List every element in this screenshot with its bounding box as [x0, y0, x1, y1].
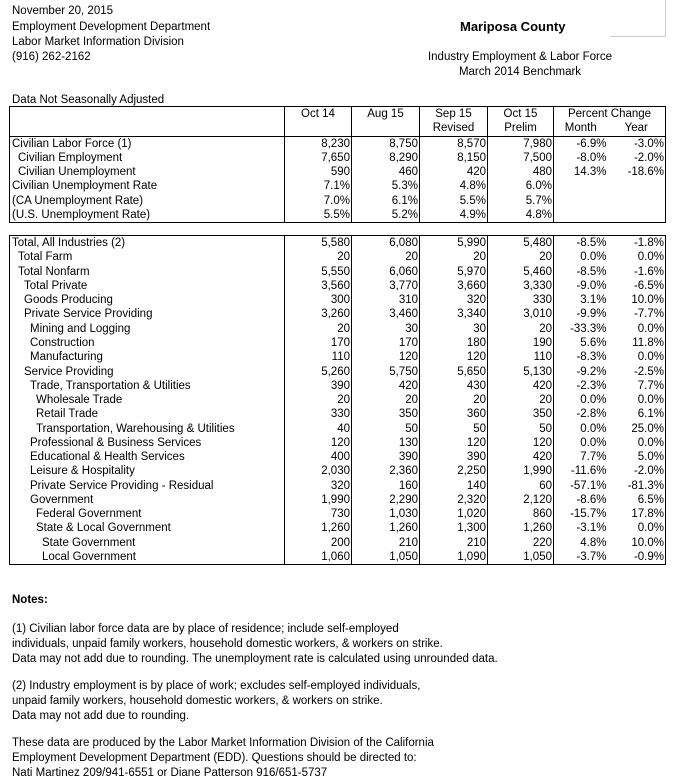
table-row — [10, 421, 666, 435]
table-row — [10, 436, 666, 450]
col-month: Month — [554, 121, 608, 136]
cell-sep15: 120 — [420, 350, 488, 364]
row-label: Civilian Labor Force (1) — [10, 136, 285, 151]
table-row — [10, 521, 666, 535]
cell-oct15: 420 — [488, 450, 554, 464]
table-row — [10, 194, 666, 208]
row-label: Total Nonfarm — [10, 265, 285, 279]
row-label: Total Farm — [10, 250, 285, 264]
cell-month: -3.7% — [554, 550, 608, 565]
table-row — [10, 151, 666, 165]
cell-oct15: 20 — [488, 393, 554, 407]
col-year: Year — [608, 121, 666, 136]
table-row — [10, 179, 666, 193]
cell-month: -9.9% — [576, 308, 607, 321]
cell-month: -8.5% — [576, 265, 607, 278]
cell-oct15: 860 — [488, 507, 554, 521]
row-label: Civilian Employment — [10, 151, 285, 165]
table-row — [10, 208, 666, 223]
cell-oct15: 60 — [488, 479, 554, 493]
cell-month: 3.1% — [580, 294, 607, 307]
note-2 — [12, 679, 420, 724]
report-title-line: Industry Employment & Labor Force — [427, 51, 613, 63]
cell-oct14: 330 — [285, 407, 352, 421]
cell-oct14: 3,560 — [285, 279, 352, 293]
row-label: Federal Government — [10, 507, 285, 521]
row-label: Total, All Industries (2) — [10, 236, 285, 251]
cell-month: -15.7% — [570, 508, 607, 521]
row-label: Transportation, Warehousing & Utilities — [10, 421, 285, 435]
cell-sep15: 4.9% — [420, 208, 488, 223]
table-row — [10, 336, 666, 350]
cell-aug15: 50 — [352, 421, 420, 435]
cell-oct14: 5.5% — [285, 208, 352, 223]
table-row — [10, 236, 666, 251]
cell-month: -8.0% — [576, 151, 607, 164]
cell-month: 0.0% — [580, 394, 607, 407]
cell-oct15: 5,460 — [488, 265, 554, 279]
note-1 — [12, 622, 498, 667]
cell-aug15: 460 — [352, 165, 420, 179]
header-divider-vertical — [665, 0, 666, 37]
cell-month: -57.1% — [570, 479, 607, 492]
cell-oct14: 20 — [285, 322, 352, 336]
cell-aug15: 8,750 — [352, 136, 420, 151]
subheader-aug15-blank — [352, 121, 420, 136]
cell-year: -0.9% — [608, 550, 666, 565]
source-line: These data are produced by the Labor Market Information Division of the California — [12, 737, 434, 749]
source-line: Nati Martinez 209/941-6551 or Diane Patterson 916/651-5737 — [12, 767, 328, 779]
row-label: State & Local Government — [10, 521, 285, 535]
cell-oct15: 120 — [488, 436, 554, 450]
cell-oct15: 330 — [488, 293, 554, 307]
cell-sep15: 1,090 — [420, 550, 488, 565]
column-subheader-row — [10, 121, 666, 136]
cell-oct15: 2,120 — [488, 493, 554, 507]
cell-year: -3.0% — [608, 136, 666, 151]
cell-oct15: 1,990 — [488, 464, 554, 478]
cell-sep15: 5.5% — [420, 194, 488, 208]
cell-month: 7.7% — [580, 451, 607, 464]
cell-oct15: 1,050 — [488, 550, 554, 565]
cell-oct14: 20 — [285, 393, 352, 407]
cell-aug15: 2,360 — [352, 464, 420, 478]
cell-aug15: 160 — [352, 479, 420, 493]
cell-aug15: 120 — [352, 350, 420, 364]
cell-oct14: 200 — [285, 536, 352, 550]
cell-sep15: 2,320 — [420, 493, 488, 507]
cell-oct15: 20 — [488, 322, 554, 336]
cell-year: 0.0% — [608, 436, 666, 450]
cell-aug15: 6,080 — [352, 236, 420, 251]
report-title — [395, 50, 645, 80]
table-row — [10, 307, 666, 321]
header-blank — [10, 107, 285, 122]
row-label: Civilian Unemployment — [10, 165, 285, 179]
cell-oct15: 5,130 — [488, 364, 554, 378]
cell-year: -81.3% — [608, 479, 666, 493]
cell-sep15: 390 — [420, 450, 488, 464]
cell-month: -9.2% — [576, 365, 607, 378]
table-row — [10, 322, 666, 336]
cell-oct14: 120 — [285, 436, 352, 450]
table-row — [10, 536, 666, 550]
cell-aug15: 5,750 — [352, 364, 420, 378]
column-header-row — [10, 107, 666, 122]
cell-sep15: 140 — [420, 479, 488, 493]
note-2-line: Data may not add due to rounding. — [12, 710, 190, 722]
cell-oct15: 220 — [488, 536, 554, 550]
row-label: Government — [10, 493, 285, 507]
cell-year — [608, 179, 666, 193]
cell-month: -8.6% — [576, 493, 607, 506]
cell-oct15: 420 — [488, 379, 554, 393]
cell-year: 0.0% — [608, 322, 666, 336]
cell-oct15: 20 — [488, 250, 554, 264]
note-2-line: (2) Industry employment is by place of work; excludes self-employed individuals, — [12, 680, 421, 692]
cell-aug15: 420 — [352, 379, 420, 393]
cell-aug15: 350 — [352, 407, 420, 421]
cell-oct14: 320 — [285, 479, 352, 493]
table-row — [10, 265, 666, 279]
cell-oct14: 5,260 — [285, 364, 352, 378]
cell-oct14: 8,230 — [285, 136, 352, 151]
cell-oct15: 50 — [488, 421, 554, 435]
col-oct14: Oct 14 — [285, 107, 352, 122]
cell-oct14: 3,260 — [285, 307, 352, 321]
note-2-line: unpaid family workers, household domestic workers, & workers on strike. — [12, 695, 383, 707]
cell-year: 0.0% — [608, 521, 666, 535]
cell-year: 6.5% — [608, 493, 666, 507]
header-divider — [610, 36, 665, 37]
cell-year: -6.5% — [608, 279, 666, 293]
col-sep15: Sep 15 — [420, 107, 488, 122]
cell-month — [554, 194, 608, 208]
cell-month: 4.8% — [580, 536, 607, 549]
cell-sep15: 2,250 — [420, 464, 488, 478]
subheader-blank — [10, 121, 285, 136]
cell-aug15: 390 — [352, 450, 420, 464]
cell-sep15: 320 — [420, 293, 488, 307]
table-row — [10, 165, 666, 179]
cell-year: 11.8% — [608, 336, 666, 350]
cell-sep15: 20 — [420, 393, 488, 407]
county-title: Mariposa County — [460, 19, 566, 34]
cell-aug15: 130 — [352, 436, 420, 450]
table-row — [10, 250, 666, 264]
row-label: Trade, Transportation & Utilities — [10, 379, 285, 393]
cell-year: -7.7% — [608, 307, 666, 321]
row-label: Private Service Providing — [10, 307, 285, 321]
cell-month: 14.3% — [573, 166, 607, 179]
cell-aug15: 6,060 — [352, 265, 420, 279]
adjustment-note: Data Not Seasonally Adjusted — [12, 94, 165, 106]
cell-year: -18.6% — [608, 165, 666, 179]
cell-sep15: 360 — [420, 407, 488, 421]
cell-sep15: 1,300 — [420, 521, 488, 535]
cell-aug15: 8,290 — [352, 151, 420, 165]
row-label: Local Government — [10, 550, 285, 565]
table-row — [10, 379, 666, 393]
division-name: Labor Market Information Division — [12, 36, 184, 48]
cell-month: -2.8% — [576, 408, 607, 421]
cell-aug15: 1,260 — [352, 521, 420, 535]
cell-sep15: 20 — [420, 250, 488, 264]
note-1-line: (1) Civilian labor force data are by place of residence; include self-employed — [12, 623, 399, 635]
cell-year: 0.0% — [608, 393, 666, 407]
source-note — [12, 736, 434, 781]
industry-table — [9, 235, 666, 565]
cell-oct14: 730 — [285, 507, 352, 521]
row-label: Wholesale Trade — [10, 393, 285, 407]
table-row — [10, 393, 666, 407]
cell-oct14: 400 — [285, 450, 352, 464]
row-label: Retail Trade — [10, 407, 285, 421]
cell-aug15: 6.1% — [352, 194, 420, 208]
cell-sep15: 3,340 — [420, 307, 488, 321]
cell-oct14: 590 — [285, 165, 352, 179]
cell-oct14: 5,550 — [285, 265, 352, 279]
cell-month — [554, 208, 608, 223]
row-label: Service Providing — [10, 364, 285, 378]
cell-month: -6.9% — [576, 137, 607, 150]
cell-month: -8.5% — [554, 236, 608, 251]
col-oct15: Oct 15 — [488, 107, 554, 122]
cell-oct14: 390 — [285, 379, 352, 393]
cell-oct14: 7.0% — [285, 194, 352, 208]
cell-sep15: 8,570 — [420, 136, 488, 151]
cell-oct14: 1,060 — [285, 550, 352, 565]
cell-oct15: 7,980 — [488, 136, 554, 151]
cell-month: 5.6% — [580, 336, 607, 349]
cell-sep15: 180 — [420, 336, 488, 350]
cell-aug15: 3,460 — [352, 307, 420, 321]
note-1-line: individuals, unpaid family workers, household domestic workers, & workers on strike. — [12, 638, 443, 650]
cell-oct14: 5,580 — [285, 236, 352, 251]
cell-oct14: 170 — [285, 336, 352, 350]
cell-month: 0.0% — [580, 251, 607, 264]
row-label: Professional & Business Services — [10, 436, 285, 450]
cell-aug15: 3,770 — [352, 279, 420, 293]
cell-year: -1.6% — [608, 265, 666, 279]
col-sep15-sub: Revised — [420, 121, 488, 136]
note-1-line: Data may not add due to rounding. The unemployment rate is calculated using unrounded data. — [12, 653, 498, 665]
cell-sep15: 430 — [420, 379, 488, 393]
cell-aug15: 170 — [352, 336, 420, 350]
cell-sep15: 210 — [420, 536, 488, 550]
cell-aug15: 1,030 — [352, 507, 420, 521]
cell-year: 25.0% — [608, 421, 666, 435]
cell-oct14: 20 — [285, 250, 352, 264]
cell-sep15: 5,970 — [420, 265, 488, 279]
source-line: Employment Development Department (EDD). Questions should be directed to: — [12, 752, 417, 764]
cell-month: -2.3% — [576, 379, 607, 392]
cell-aug15: 1,050 — [352, 550, 420, 565]
row-label: (CA Unemployment Rate) — [10, 194, 285, 208]
cell-sep15: 30 — [420, 322, 488, 336]
cell-sep15: 4.8% — [420, 179, 488, 193]
cell-oct15: 350 — [488, 407, 554, 421]
subheader-oct14-blank — [285, 121, 352, 136]
cell-oct15: 5.7% — [488, 194, 554, 208]
cell-year: 10.0% — [608, 293, 666, 307]
table-row — [10, 550, 666, 565]
cell-aug15: 5.2% — [352, 208, 420, 223]
cell-month: 0.0% — [580, 422, 607, 435]
col-aug15: Aug 15 — [352, 107, 420, 122]
cell-oct15: 480 — [488, 165, 554, 179]
table-row — [10, 350, 666, 364]
department-name: Employment Development Department — [12, 21, 211, 33]
row-label: Mining and Logging — [10, 322, 285, 336]
cell-oct14: 7,650 — [285, 151, 352, 165]
phone-number: (916) 262-2162 — [12, 51, 91, 63]
row-label: Educational & Health Services — [10, 450, 285, 464]
cell-year: -2.0% — [608, 464, 666, 478]
cell-year: 0.0% — [608, 250, 666, 264]
table-row — [10, 479, 666, 493]
cell-oct14: 2,030 — [285, 464, 352, 478]
cell-month: -8.3% — [576, 351, 607, 364]
cell-year: 7.7% — [608, 379, 666, 393]
cell-oct15: 4.8% — [488, 208, 554, 223]
cell-sep15: 420 — [420, 165, 488, 179]
cell-oct15: 3,010 — [488, 307, 554, 321]
row-label: Private Service Providing - Residual — [10, 479, 285, 493]
cell-oct14: 7.1% — [285, 179, 352, 193]
cell-aug15: 310 — [352, 293, 420, 307]
cell-sep15: 1,020 — [420, 507, 488, 521]
cell-oct15: 7,500 — [488, 151, 554, 165]
table-row — [10, 450, 666, 464]
cell-sep15: 8,150 — [420, 151, 488, 165]
cell-aug15: 20 — [352, 393, 420, 407]
cell-sep15: 50 — [420, 421, 488, 435]
row-label: (U.S. Unemployment Rate) — [10, 208, 285, 223]
cell-year: 17.8% — [608, 507, 666, 521]
col-percent-change: Percent Change — [554, 107, 666, 122]
cell-year — [608, 208, 666, 223]
cell-oct15: 110 — [488, 350, 554, 364]
row-label: Leisure & Hospitality — [10, 464, 285, 478]
cell-aug15: 5.3% — [352, 179, 420, 193]
report-date: November 20, 2015 — [12, 5, 114, 17]
benchmark-line: March 2014 Benchmark — [458, 66, 582, 78]
cell-oct14: 1,260 — [285, 521, 352, 535]
cell-sep15: 5,650 — [420, 364, 488, 378]
cell-aug15: 20 — [352, 250, 420, 264]
table-row — [10, 493, 666, 507]
cell-month: 0.0% — [580, 436, 607, 449]
cell-oct15: 190 — [488, 336, 554, 350]
table-row — [10, 364, 666, 378]
cell-month — [554, 179, 608, 193]
cell-year: 6.1% — [608, 407, 666, 421]
cell-aug15: 2,290 — [352, 493, 420, 507]
table-row — [10, 136, 666, 151]
table-row — [10, 279, 666, 293]
notes-title: Notes: — [12, 594, 48, 606]
cell-month: -9.0% — [576, 279, 607, 292]
row-label: Civilian Unemployment Rate — [10, 179, 285, 193]
cell-oct15: 3,330 — [488, 279, 554, 293]
cell-year: -1.8% — [608, 236, 666, 251]
cell-year — [608, 194, 666, 208]
row-label: Goods Producing — [10, 293, 285, 307]
cell-month: -3.1% — [576, 522, 607, 535]
cell-year: 0.0% — [608, 350, 666, 364]
cell-oct15: 6.0% — [488, 179, 554, 193]
cell-oct14: 40 — [285, 421, 352, 435]
cell-month: -33.3% — [570, 322, 607, 335]
cell-oct14: 1,990 — [285, 493, 352, 507]
row-label: State Government — [10, 536, 285, 550]
cell-year: -2.0% — [608, 151, 666, 165]
cell-aug15: 210 — [352, 536, 420, 550]
cell-year: 10.0% — [608, 536, 666, 550]
cell-month: -11.6% — [570, 465, 607, 478]
cell-year: -2.5% — [608, 364, 666, 378]
table-row — [10, 407, 666, 421]
cell-oct15: 5,480 — [488, 236, 554, 251]
table-row — [10, 293, 666, 307]
cell-sep15: 5,990 — [420, 236, 488, 251]
cell-oct14: 110 — [285, 350, 352, 364]
labor-force-table — [9, 106, 666, 223]
cell-aug15: 30 — [352, 322, 420, 336]
col-oct15-sub: Prelim — [488, 121, 554, 136]
cell-oct15: 1,260 — [488, 521, 554, 535]
cell-oct14: 300 — [285, 293, 352, 307]
cell-year: 5.0% — [608, 450, 666, 464]
row-label: Manufacturing — [10, 350, 285, 364]
row-label: Construction — [10, 336, 285, 350]
cell-sep15: 3,660 — [420, 279, 488, 293]
table-row — [10, 464, 666, 478]
cell-sep15: 120 — [420, 436, 488, 450]
row-label: Total Private — [10, 279, 285, 293]
table-row — [10, 507, 666, 521]
